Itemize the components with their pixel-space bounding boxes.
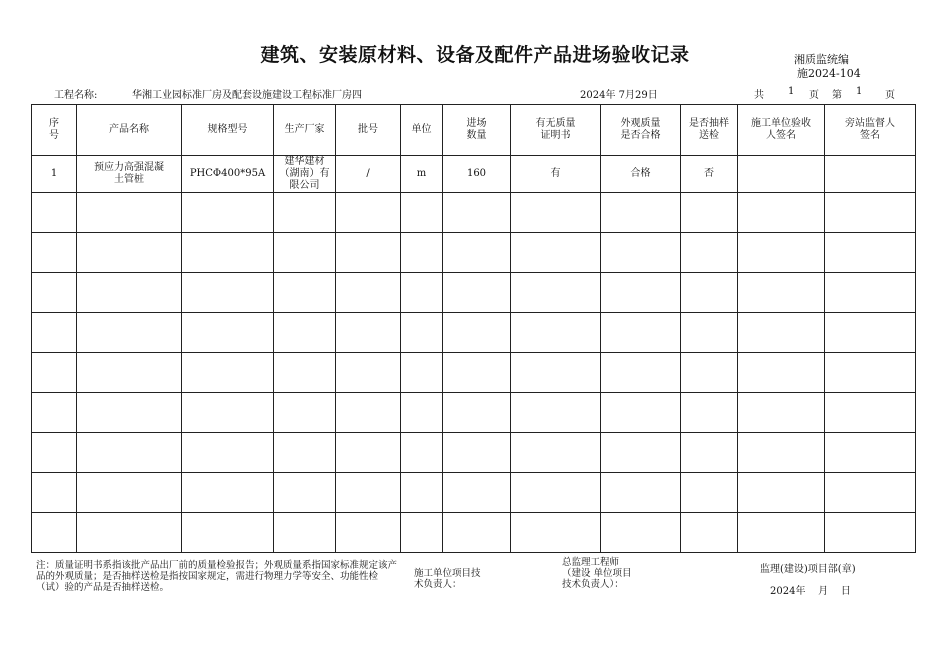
header-spec-model: 规格型号 [182, 105, 274, 156]
cell-manufacturer: 建华建材（湖南）有限公司 [274, 156, 336, 193]
header-construction-signer: 施工单位验收人签名 [738, 105, 825, 156]
construction-tech-lead: 施工单位项目技术负责人： [414, 568, 481, 590]
table-row-empty [32, 193, 916, 233]
table-row-empty [32, 313, 916, 353]
table-header-row [32, 105, 916, 156]
form-code-number: 施2024-104 [797, 67, 861, 80]
cell-quantity: 160 [443, 156, 511, 193]
page-unit-1: 页 [809, 90, 819, 101]
record-date: 2024年 7月29日 [580, 90, 658, 101]
page-unit-2: 页 [885, 90, 895, 101]
page-current-label: 第 [832, 90, 842, 101]
cell-supervisor-signer [825, 156, 916, 193]
cell-quality-cert: 有 [511, 156, 601, 193]
page-current-value: 1 [856, 86, 863, 97]
cell-batch-no: / [336, 156, 401, 193]
form-code-org: 湘质监统编 [794, 53, 849, 66]
cell-seq: 1 [32, 156, 77, 193]
page-title: 建筑、安装原材料、设备及配件产品进场验收记录 [260, 44, 690, 66]
project-name-value: 华湘工业园标准厂房及配套设施建设工程标准厂房四 [132, 90, 362, 101]
header-appearance: 外观质量是否合格 [601, 105, 681, 156]
cell-sampling: 否 [681, 156, 738, 193]
table-row-empty [32, 233, 916, 273]
header-quantity: 进场数量 [443, 105, 511, 156]
header-manufacturer: 生产厂家 [274, 105, 336, 156]
table-row-empty [32, 433, 916, 473]
cell-construction-signer [738, 156, 825, 193]
chief-supervisor-engineer: 总监理工程师（建设 单位项目技术负责人）： [562, 557, 632, 590]
table-row [32, 156, 916, 193]
page-total-value: 1 [788, 86, 795, 97]
header-unit: 单位 [401, 105, 443, 156]
acceptance-table [31, 104, 916, 553]
footer-note: 注：质量证明书系指该批产品出厂前的质量检验报告；外观质量系指国家标准规定该产品的外观质量；是否抽样送检是指按国家规定，需进行物理力学等安全、功能性检（试）验的产品是否抽样送检。 [36, 560, 398, 593]
cell-appearance: 合格 [601, 156, 681, 193]
project-name-label: 工程名称: [54, 90, 98, 101]
page-total-label: 共 [754, 90, 764, 101]
header-supervisor-signer: 旁站监督人签名 [825, 105, 916, 156]
supervision-dept-seal: 监理(建设)项目部(章) [760, 564, 856, 575]
cell-unit: m [401, 156, 443, 193]
header-batch-no: 批号 [336, 105, 401, 156]
table-row-empty [32, 353, 916, 393]
header-seq: 序号 [32, 105, 77, 156]
header-sampling: 是否抽样送检 [681, 105, 738, 156]
cell-product-name: 预应力高强混凝土管桩 [77, 156, 182, 193]
sign-date: 2024年 月 日 [770, 586, 851, 597]
table-row-empty [32, 393, 916, 433]
cell-spec-model: PHCΦ400*95A [182, 156, 274, 193]
header-product-name: 产品名称 [77, 105, 182, 156]
table-row-empty [32, 513, 916, 553]
table-row-empty [32, 473, 916, 513]
table-row-empty [32, 273, 916, 313]
header-quality-cert: 有无质量证明书 [511, 105, 601, 156]
